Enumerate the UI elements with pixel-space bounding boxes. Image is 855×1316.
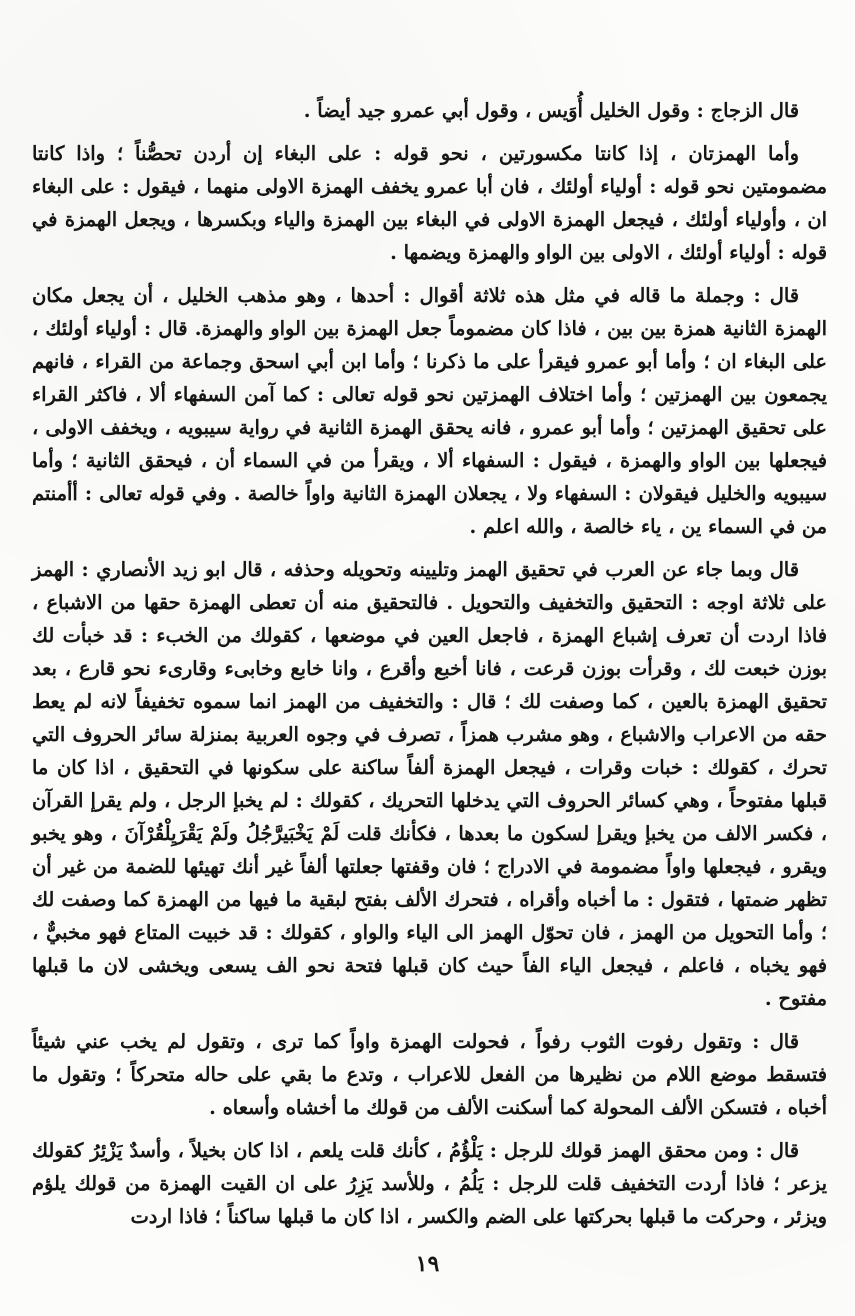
paragraph-4: قال وبما جاء عن العرب في تحقيق الهمز وتليينه وتحويله وحذفه ، قال ابو زيد الأنصاري : الهمز على ثلاثة اوجه : التحقيق والتخفيف والتحويل . فالتحقيق منه أن تعطى الهمزة حقها من الاشباع ، فاذا اردت أن تعرف إشباع الهمزة ، فاجعل العين في موضعها ، كقولك من الخبء : قد خبأت لك بوزن خبعت لك ، وقرأت بوزن قرعت ، فانا أخبع وأقرع ، وانا خابع وخابىء وقارىء نحو قارع ، بعد تحقيق الهمزة بالعين ، كما وصفت لك ؛ قال : والتخفيف من الهمز انما سموه تخفيفاً لانه لم يعط حقه من الاعراب والاشباع ، وهو مشرب همزاً ، تصرف في وجوه العربية بمنزلة سائر الحروف التي تحرك ، كقولك : خبات وقرات ، فيجعل الهمزة ألفاً ساكنة على سكونها في التحقيق ، اذا كان ما قبلها مفتوحاً ، وهي كسائر الحروف التي يدخلها التحريك ، كقولك : لم يخبإ الرجل ، ولم يقرإ القرآن ، فكسر الالف من يخبإ ويقرإ لسكون ما بعدها ، فكأنك قلت لَمْ يَخْبَيرَّجُلُ ولَمْ يَقْرَيِلْقُرْآنَ ، وهو يخبو ويقرو ، فيجعلها واواً مضمومة في الادراج ؛ فان وقفتها جعلتها ألفاً غير أنك تهيئها للضمة من غير أن تظهر ضمتها ، فتقول : ما أخباه وأقراه ، فتحرك الألف بفتح لبقية ما فيها من الهمزة كما وصفت لك ؛ وأما التحويل من الهمز ، فان تحوّل الهمز الى الياء والواو ، كقولك : قد خبيت المتاع فهو مخبيٌّ ، فهو يخباه ، فاعلم ، فيجعل الياء الفاً حيث كان قبلها فتحة نحو الف يسعى ويخشى لان ما قبلها مفتوح . <box>32 558 827 1010</box>
page-number: ١٩ <box>415 1251 440 1277</box>
paragraph-2: وأما الهمزتان ، إذا كانتا مكسورتين ، نحو قوله : على البغاء إن أردن تحصُّناً ؛ واذا كانتا مضمومتين نحو قوله : أولياء أولئك ، فان أبا عمرو يخفف الهمزة الاولى منهما ، فيقول : على البغاء ان ، وأولياء أولئك ، فيجعل الهمزة الاولى في البغاء بين الهمزة والياء وبكسرها ، ويجعل الهمزة في قوله : أولياء أولئك ، الاولى بين الواو والهمزة ويضمها . <box>32 142 827 264</box>
paragraph-1: قال الزجاج : وقول الخليل أُوَيس ، وقول أبي عمرو جيد أيضاً . <box>303 99 799 122</box>
paragraph-3: قال : وجملة ما قاله في مثل هذه ثلاثة أقوال : أحدها ، وهو مذهب الخليل ، أن يجعل مكان الهمزة الثانية همزة بين بين ، فاذا كان مضموماً جعل الهمزة بين الواو والهمزة. قال : أولياء أولئك ، على البغاء ان ؛ وأما أبو عمرو فيقرأ على ما ذكرنا ؛ وأما ابن أبي اسحق وجماعة من القراء ، فانهم يجمعون بين الهمزتين ؛ وأما اختلاف الهمزتين نحو قوله تعالى : كما آمن السفهاء ألا ، فاكثر القراء على تحقيق الهمزتين ؛ وأما أبو عمرو ، فانه يحقق الهمزة الثانية في رواية سيبويه ، ويخفف الاولى ، فيجعلها بين الواو والهمزة ، فيقول : السفهاء ألا ، ويقرأ من في السماء أن ، فيحقق الثانية ؛ وأما سيبويه والخليل فيقولان : السفهاء ولا ، يجعلان الهمزة الثانية واواً خالصة . وفي قوله تعالى : أأمنتم من في السماء ين ، ياء خالصة ، والله اعلم . <box>32 284 827 538</box>
paragraph-6: قال : ومن محقق الهمز قولك للرجل : يَلْؤُمُ ، كأنك قلت يلعم ، اذا كان بخيلاً ، وأسدٌ يَزْئِرُ كقولك يزعر ؛ فاذا أردت التخفيف قلت للرجل : يَلُمُ ، وللأسد يَزِرُ على ان القيت الهمزة من قولك يلؤم ويزئر ، وحركت ما قبلها بحركتها على الضم والكسر ، اذا كان ما قبلها ساكناً ؛ فاذا اردت <box>32 1139 827 1228</box>
paragraph-5: قال : وتقول رفوت الثوب رفواً ، فحولت الهمزة واواً كما ترى ، وتقول لم يخب عني شيئاً فتسقط موضع اللام من نظيرها من الفعل للاعراب ، وتدع ما بقي على حاله متحركاً ؛ وتقول ما أخباه ، فتسكن الألف المحولة كما أسكنت الألف من قولك ما أخشاه وأسعاه . <box>32 1030 827 1119</box>
body-text <box>32 94 827 1243</box>
